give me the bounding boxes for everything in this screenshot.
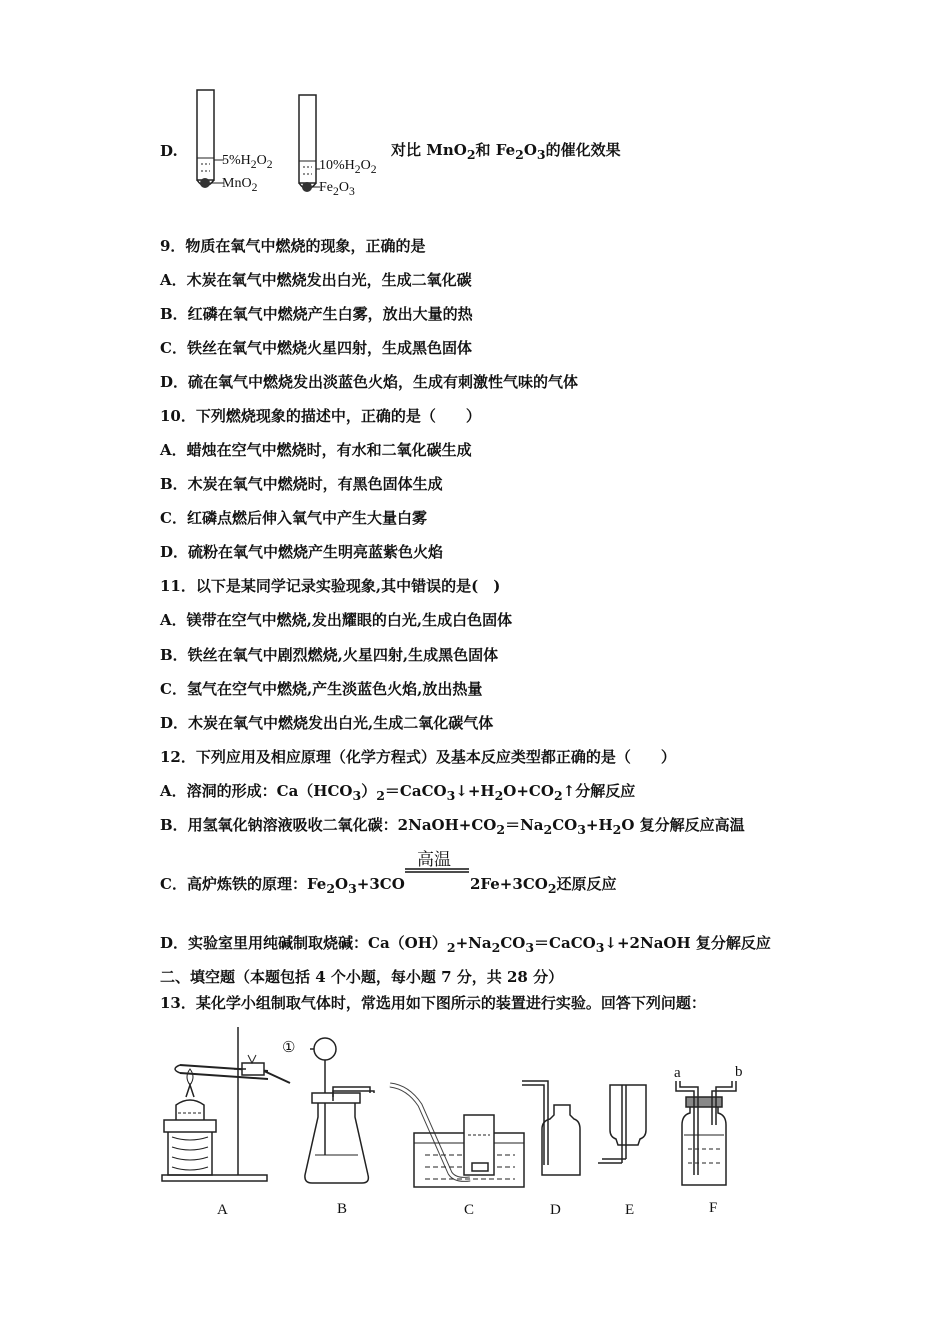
q12-option-d: D．实验室里用纯碱制取烧碱：$Ca(OH)_2+Na_2CO_3=CaCO_3↓+2NaOH$ 复分解反应 [160, 934, 771, 955]
apparatus-b [305, 1038, 374, 1183]
q8d-caption: 对比 MnO$_2$和 $Fe_2O_3$的催化效果 [391, 141, 621, 162]
q10-option-a: A．蜡烛在空气中燃烧时，有水和二氧化碳生成 [160, 441, 472, 459]
apparatus-e [598, 1085, 646, 1163]
q12-c-condition: 高温 [417, 850, 451, 870]
apparatus-c [390, 1085, 524, 1187]
q11-stem: 11．以下是某同学记录实验现象,其中错误的是( ) [160, 577, 501, 595]
apparatus-a [162, 1027, 290, 1181]
q11-option-c: C．氢气在空气中燃烧,产生淡蓝色火焰,放出热量 [160, 680, 483, 698]
apparatus-label-a: A [217, 1202, 228, 1218]
apparatus-label-e: E [625, 1202, 635, 1218]
q12-option-c-right: $2Fe+3CO_2$还原反应 [470, 875, 617, 896]
q12-option-b: B．用氢氧化钠溶液吸收二氧化碳：$2NaOH+CO_2=Na_2CO_3+H_2O$ 复分解反应高温 [160, 816, 745, 837]
apparatus-f [676, 1081, 736, 1185]
q9-option-c: C．铁丝在氧气中燃烧火星四射，生成黑色固体 [160, 339, 472, 357]
q8-option-d: D. [160, 142, 178, 160]
apparatus-f-port-b: b [735, 1064, 743, 1080]
q10-option-d: D．硫粉在氧气中燃烧产生明亮蓝紫色火焰 [160, 543, 444, 561]
q12-c-equals-bar [405, 868, 469, 874]
tube2-bottom-label: $Fe_2O_3$ [319, 180, 355, 198]
q11-option-a: A．镁带在空气中燃烧,发出耀眼的白光,生成白色固体 [160, 611, 513, 629]
funnel-marker: ① [282, 1040, 296, 1056]
tube2-top-label: $10\%H_2O_2$ [319, 158, 377, 176]
q12-option-c: C．高炉炼铁的原理：$Fe_2O_3+3CO$ [160, 875, 405, 896]
tube1-top-label: $5\%H_2O_2$ [222, 153, 273, 171]
q9-option-a: A．木炭在氧气中燃烧发出白光，生成二氧化碳 [160, 271, 472, 289]
q12-stem: 12．下列应用及相应原理（化学方程式）及基本反应类型都正确的是（ ） [160, 748, 676, 766]
tube1-bottom-label: MnO$_2$ [222, 176, 258, 194]
q9-stem: 9．物质在氧气中燃烧的现象，正确的是 [160, 237, 426, 255]
apparatus-label-b: B [337, 1201, 348, 1217]
apparatus-figure [150, 1025, 790, 1200]
q11-option-b: B．铁丝在氧气中剧烈燃烧,火星四射,生成黑色固体 [160, 646, 499, 664]
q10-option-c: C．红磷点燃后伸入氧气中产生大量白雾 [160, 509, 427, 527]
q10-stem: 10．下列燃烧现象的描述中，正确的是（ ） [160, 407, 481, 425]
q9-option-d: D．硫在氧气中燃烧发出淡蓝色火焰，生成有刺激性气味的气体 [160, 373, 579, 391]
q10-option-b: B．木炭在氧气中燃烧时，有黑色固体生成 [160, 475, 443, 493]
apparatus-label-f: F [709, 1200, 718, 1216]
q11-option-d: D．木炭在氧气中燃烧发出白光,生成二氧化碳气体 [160, 714, 494, 732]
apparatus-d [522, 1081, 580, 1175]
q9-option-b: B．红磷在氧气中燃烧产生白雾，放出大量的热 [160, 305, 473, 323]
apparatus-label-c: C [464, 1202, 475, 1218]
q13-stem: 13．某化学小组制取气体时，常选用如下图所示的装置进行实验。回答下列问题： [160, 994, 706, 1012]
apparatus-f-port-a: a [674, 1065, 681, 1081]
section2-title: 二、填空题（本题包括 4 个小题，每小题 7 分，共 28 分） [160, 968, 564, 986]
apparatus-label-d: D [550, 1202, 561, 1218]
q12-option-a: A．溶洞的形成：$Ca(HCO_3)_2=CaCO_3↓+H_2O+CO_2↑$分解反应 [160, 782, 636, 803]
